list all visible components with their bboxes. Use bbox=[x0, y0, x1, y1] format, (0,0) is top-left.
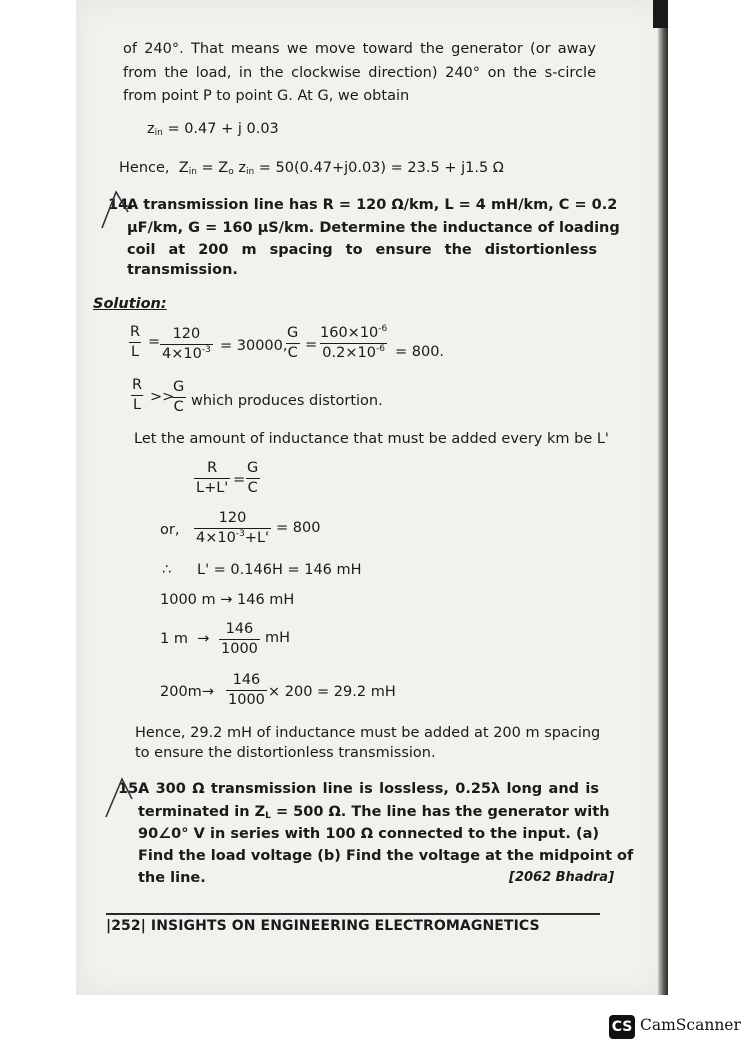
eq5-text: L' = 0.146H = 146 mH bbox=[197, 562, 362, 578]
eq6: 1000 m → 146 mH bbox=[160, 592, 295, 608]
q15-line1: A 300 Ω transmission line is lossless, 0.25λ long and is bbox=[138, 781, 599, 797]
eq1-120-fraction: $\frac{120}{4\times 10^{-3}}$ bbox=[162, 326, 211, 362]
eq1-equals-a: = bbox=[148, 334, 161, 350]
q15-line4: Find the load voltage (b) Find the voltage at the midpoint of bbox=[138, 848, 634, 864]
camscanner-watermark: CamScanner bbox=[640, 1016, 741, 1034]
eq4-or: or, bbox=[160, 522, 180, 538]
eq3-equals: = bbox=[233, 472, 246, 488]
eq1-g-over-c: $\frac{G}{C}$ bbox=[287, 325, 299, 361]
q15-number: 15. bbox=[118, 781, 144, 797]
eq5-therefore: ∴ bbox=[162, 562, 172, 578]
eq2-g-over-c: $\frac{G}{C}$ bbox=[173, 379, 185, 415]
eq1-g-c-values-fraction: $\frac{160\times 10^{-6}}{0.2\times 10^{-6}}$ bbox=[320, 324, 388, 361]
eq1-r-over-l: $\frac{R}{L}$ bbox=[130, 324, 141, 360]
eq7-fraction: $\frac{146}{1000}$ bbox=[221, 621, 258, 657]
handwritten-tick-mark-2 bbox=[100, 773, 140, 823]
solution-heading: Solution: bbox=[93, 296, 167, 312]
hence-zin-line: Hence, $Z_{in} = Z_o$ $z_{in} = 50(0.47+j0.03) = 23.5 + j1.5$ Ω bbox=[119, 160, 504, 177]
zin-equation: $z_{in} = 0.47 + j$ 0.03 bbox=[147, 121, 279, 138]
eq8-lhs: 200m→ bbox=[160, 684, 214, 700]
q14-line3: coil at 200 m spacing to ensure the distortionless bbox=[127, 242, 597, 258]
para1-line2: from the load, in the clockwise direction) 240° on the s-circle bbox=[123, 65, 596, 81]
q14-line4: transmission. bbox=[127, 262, 238, 278]
q15-line5: the line. bbox=[138, 870, 206, 886]
eq1-equals-b: = bbox=[305, 337, 318, 353]
q14-line2: μF/km, G = 160 μS/km. Determine the inductance of loading bbox=[127, 220, 620, 236]
hence2-line2: to ensure the distortionless transmission. bbox=[135, 745, 436, 761]
eq1-30000: = 30000, bbox=[220, 338, 288, 354]
eq8-rhs: × 200 = 29.2 mH bbox=[268, 684, 396, 700]
eq8-fraction: $\frac{146}{1000}$ bbox=[228, 672, 265, 708]
eq1-800: = 800. bbox=[395, 344, 445, 360]
eq2-r-over-l: $\frac{R}{L}$ bbox=[132, 377, 143, 413]
eq2-text: which produces distortion. bbox=[191, 393, 383, 409]
q14-line1: A transmission line has R = 120 Ω/km, L = 4 mH/km, C = 0.2 bbox=[127, 197, 618, 213]
eq3-r-over-l-plus-lprime: $\frac{R}{L+L'}$ bbox=[196, 460, 229, 496]
para1-line1: of 240°. That means we move toward the generator (or away bbox=[123, 41, 596, 57]
eq4-fraction: $\frac{120}{4\times 10^{-3}+L'}$ bbox=[196, 510, 270, 546]
let-line: Let the amount of inductance that must be added every km be L' bbox=[134, 431, 609, 447]
hence2-line1: Hence, 29.2 mH of inductance must be added at 200 m spacing bbox=[135, 725, 601, 741]
q15-line2: terminated in $Z_L = 500$ Ω. The line has the generator with bbox=[138, 804, 610, 821]
q15-line3: 90∠0° V in series with 100 Ω connected to the input. (a) bbox=[138, 826, 599, 842]
eq2-much-greater: >> bbox=[150, 389, 175, 405]
eq3-g-over-c: $\frac{G}{C}$ bbox=[247, 460, 259, 496]
camscanner-logo-icon: CS bbox=[609, 1015, 635, 1039]
handwritten-tick-mark bbox=[94, 188, 134, 236]
footer-rule bbox=[106, 913, 600, 915]
eq7-lhs: 1 m → bbox=[160, 631, 210, 647]
para1-line3: from point P to point G. At G, we obtain bbox=[123, 88, 410, 104]
q15-source: [2062 Bhadra] bbox=[509, 870, 615, 885]
q14-number: 14. bbox=[108, 197, 134, 213]
eq7-unit: mH bbox=[265, 630, 291, 646]
page-footer: |252| INSIGHTS ON ENGINEERING ELECTROMAGNETICS bbox=[106, 918, 540, 934]
eq4-rhs: = 800 bbox=[276, 520, 321, 536]
